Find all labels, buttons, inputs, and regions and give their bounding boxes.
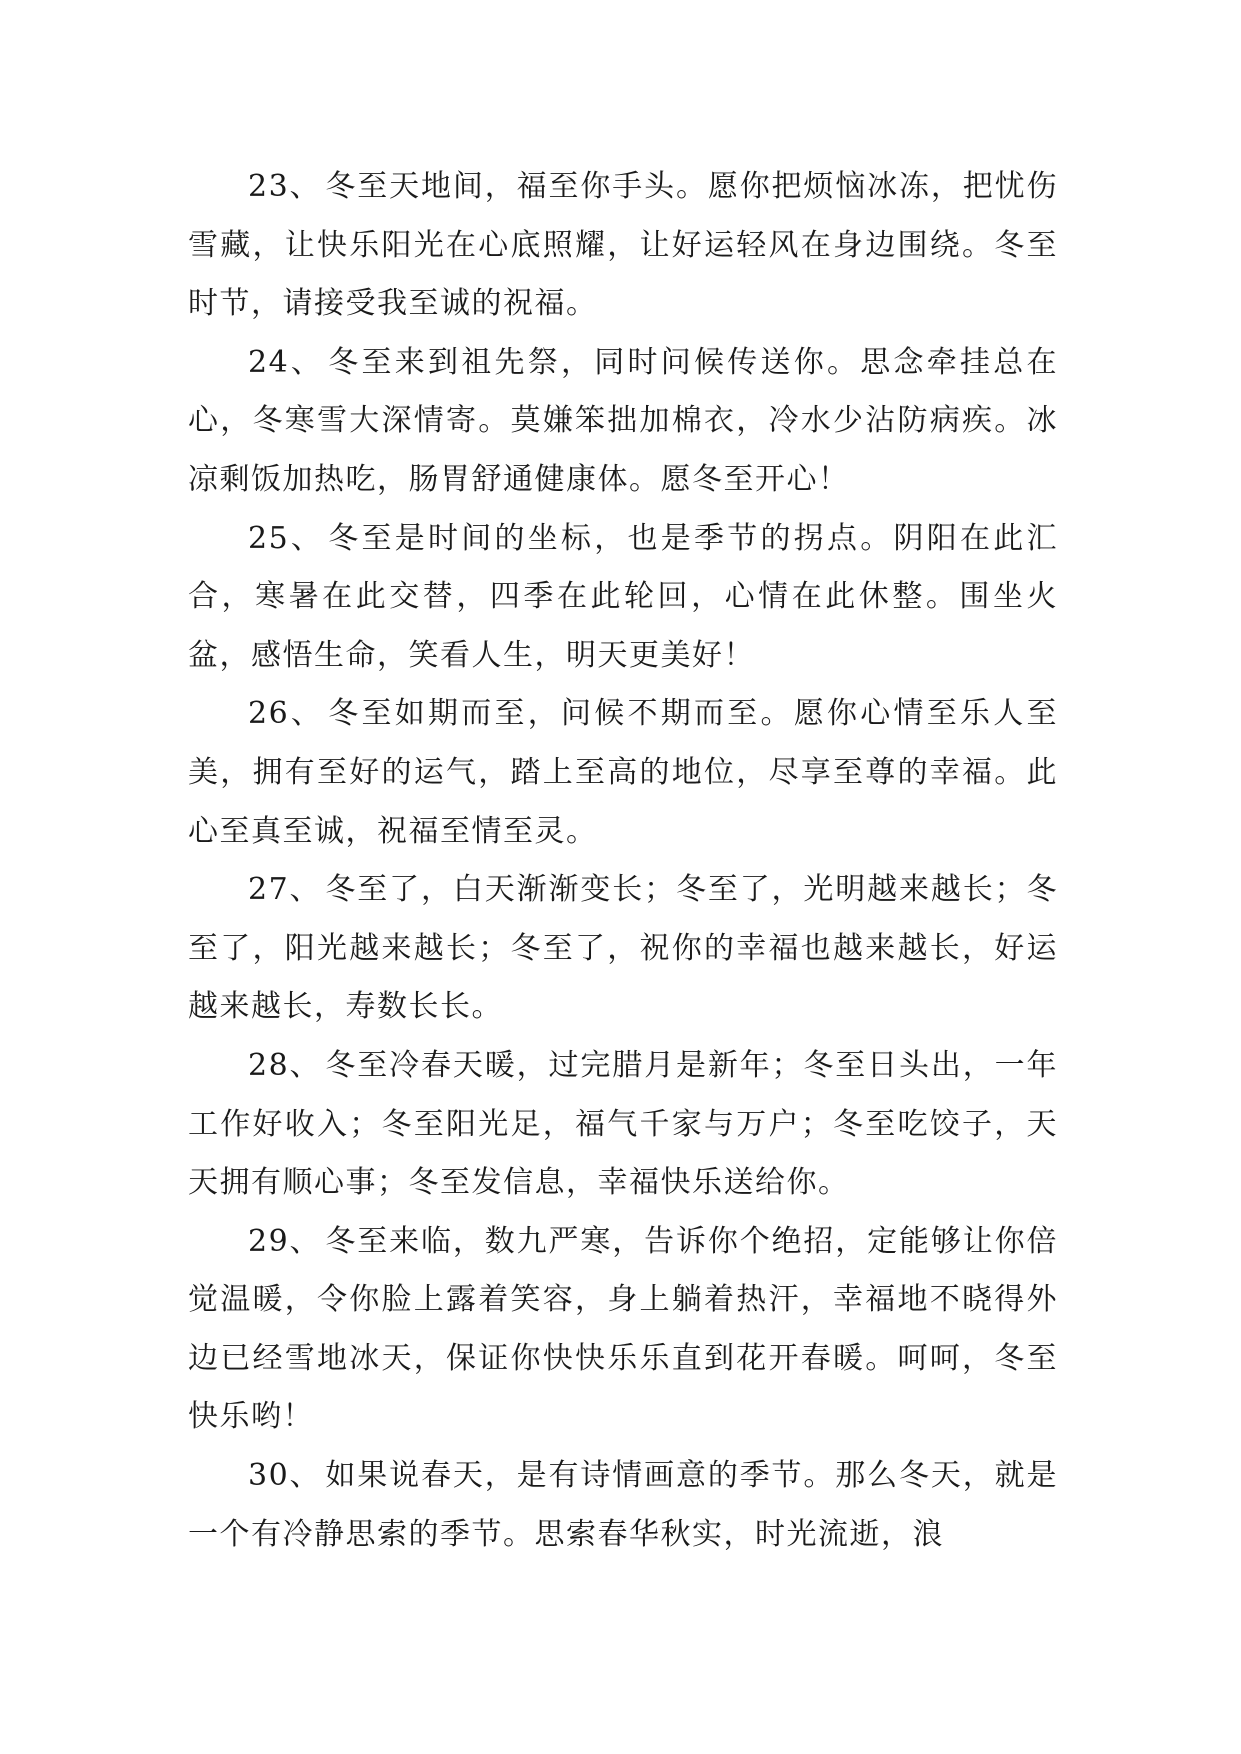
document-body [188, 158, 1058, 1564]
paragraph-text: 冬至来到祖先祭，同时问候传送你。思念牵挂总在心，冬寒雪大深情寄。莫嫌笨拙加棉衣，冷水少沾防病疾。冰凉剩饭加热吃，肠胃舒通健康体。愿冬至开心！ [188, 344, 1058, 497]
paragraph-30 [188, 1447, 1058, 1564]
paragraph-number: 27、 [248, 872, 322, 908]
paragraph-text: 冬至天地间，福至你手头。愿你把烦恼冰冻，把忧伤雪藏，让快乐阳光在心底照耀，让好运轻风在身边围绕。冬至时节，请接受我至诚的祝福。 [188, 169, 1058, 322]
paragraph-number: 29、 [248, 1223, 322, 1259]
paragraph-number: 28、 [248, 1047, 322, 1083]
paragraph-28 [188, 1037, 1058, 1213]
paragraph-text: 如果说春天，是有诗情画意的季节。那么冬天，就是一个有冷静思索的季节。思索春华秋实，时光流逝，浪 [188, 1458, 1058, 1552]
paragraph-number: 24、 [248, 344, 325, 380]
paragraph-number: 26、 [248, 696, 325, 732]
paragraph-number: 30、 [248, 1458, 322, 1494]
paragraph-25 [188, 510, 1058, 686]
paragraph-text: 冬至冷春天暖，过完腊月是新年；冬至日头出，一年工作好收入；冬至阳光足，福气千家与万户；冬至吃饺子，天天拥有顺心事；冬至发信息，幸福快乐送给你。 [188, 1047, 1058, 1201]
paragraph-27 [188, 861, 1058, 1037]
paragraph-29 [188, 1213, 1058, 1447]
paragraph-number: 23、 [248, 169, 322, 204]
paragraph-text: 冬至来临，数九严寒，告诉你个绝招，定能够让你倍觉温暖，令你脸上露着笑容，身上躺着热汗，幸福地不晓得外边已经雪地冰天，保证你快快乐乐直到花开春暖。呵呵，冬至快乐哟！ [188, 1223, 1058, 1435]
paragraph-26 [188, 685, 1058, 861]
paragraph-24 [188, 334, 1058, 510]
paragraph-text: 冬至了，白天渐渐变长；冬至了，光明越来越长；冬至了，阳光越来越长；冬至了，祝你的幸福也越来越长，好运越来越长，寿数长长。 [188, 872, 1058, 1025]
paragraph-number: 25、 [248, 520, 325, 556]
paragraph-text: 冬至如期而至，问候不期而至。愿你心情至乐人至美，拥有至好的运气，踏上至高的地位，尽享至尊的幸福。此心至真至诚，祝福至情至灵。 [188, 696, 1058, 849]
paragraph-23 [188, 158, 1058, 334]
paragraph-text: 冬至是时间的坐标，也是季节的拐点。阴阳在此汇合，寒暑在此交替，四季在此轮回，心情在此休整。围坐火盆，感悟生命，笑看人生，明天更美好！ [188, 520, 1058, 673]
